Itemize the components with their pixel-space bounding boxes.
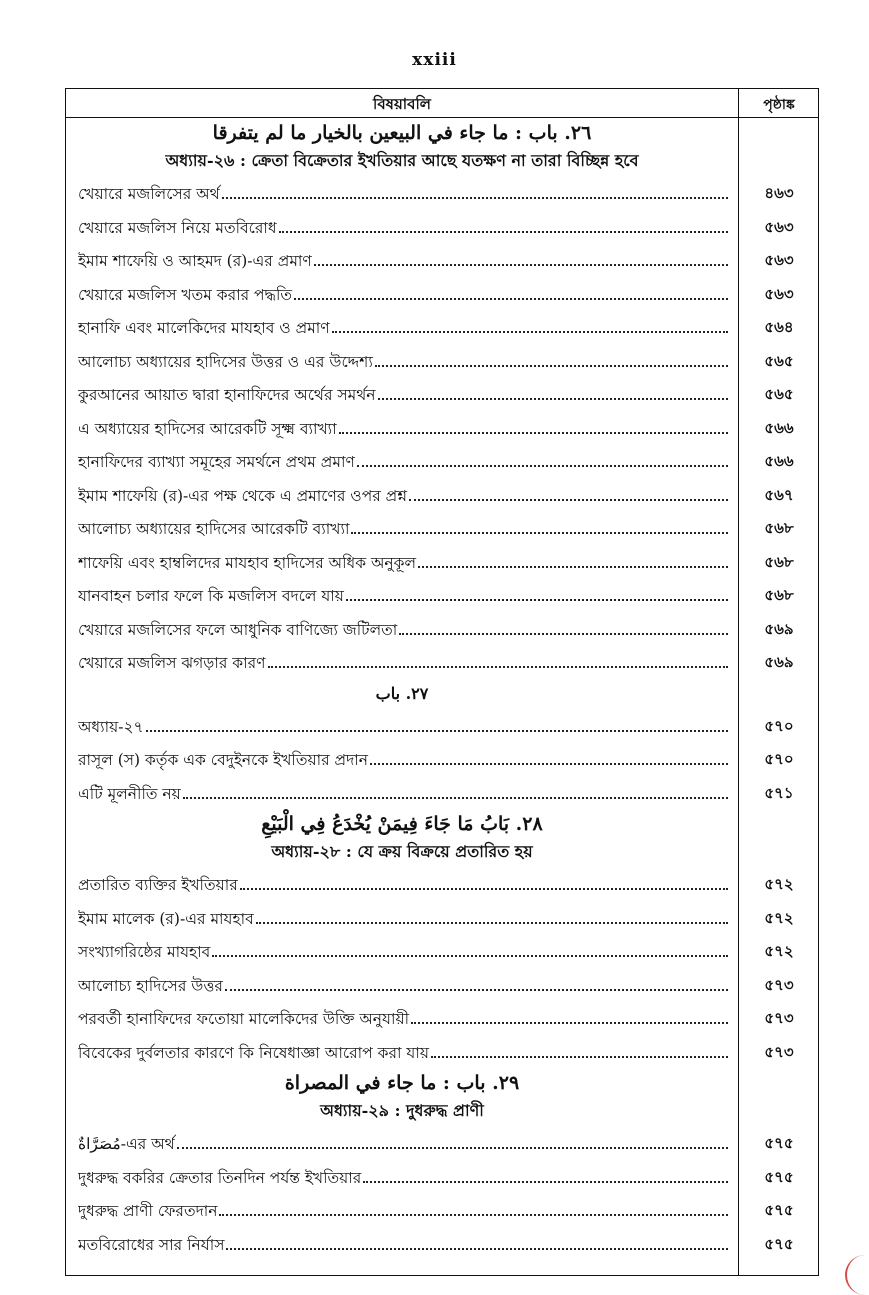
- toc-entry-page: ৫৭৫: [764, 1167, 794, 1186]
- toc-entry-page: ৫৭০: [764, 750, 794, 768]
- dot-leader: [363, 1180, 728, 1183]
- toc-entry[interactable]: [66, 1126, 818, 1160]
- toc-entry[interactable]: [66, 578, 818, 612]
- toc-entry[interactable]: [66, 968, 818, 1002]
- toc-entry-text: খেয়ারে মজলিসের অর্থ: [78, 185, 220, 203]
- toc-entry-page: ৫৭৩: [764, 1042, 794, 1061]
- dot-leader: [225, 988, 728, 991]
- toc-entry-topic: [78, 782, 728, 808]
- toc-entry-topic: [78, 584, 728, 610]
- toc-entry[interactable]: [66, 310, 818, 344]
- toc-entry-topic: [78, 182, 728, 208]
- toc-entry[interactable]: [66, 377, 818, 411]
- toc-entry[interactable]: [66, 1160, 818, 1194]
- toc-entry-text: কুরআনের আয়াত দ্বারা হানাফিদের অর্থের সমর্থন: [78, 386, 376, 404]
- toc-entry-page: ৫৭২: [764, 942, 794, 960]
- chapter-bangla-title: অধ্যায়-২৯ : দুধরুদ্ধ প্রাণী: [320, 1101, 484, 1120]
- dot-leader: [409, 498, 728, 501]
- toc-entry-page: ৫৬৯: [764, 619, 794, 638]
- toc-entry-page: ৫৬৩: [764, 284, 794, 303]
- toc-entry-topic: [78, 873, 728, 899]
- dot-leader: [256, 921, 728, 924]
- toc-entry[interactable]: [66, 511, 818, 545]
- toc-entry[interactable]: [66, 1001, 818, 1035]
- toc-entry-topic: [78, 383, 728, 409]
- toc-entry-page: ৫৬৮: [764, 519, 794, 537]
- toc-entry[interactable]: [66, 867, 818, 901]
- toc-entry-text: ইমাম শাফেয়ি (র)-এর পক্ষ থেকে এ প্রমাণের ওপর প্রশ্ন: [78, 486, 407, 505]
- toc-entry-page: ৫৬৫: [764, 385, 794, 403]
- toc-entry-text: ইমাম শাফেয়ি ও আহমদ (র)-এর প্রমাণ: [78, 252, 312, 270]
- toc-body: [66, 118, 818, 1260]
- toc-entry-page: ৫৬৩: [764, 251, 794, 269]
- dot-leader: [226, 1247, 728, 1250]
- toc-entry-text: অধ্যায়-২৭: [78, 717, 144, 736]
- toc-entry-topic: [78, 651, 728, 677]
- chapter-arabic-title: ٢٧. باب: [375, 683, 429, 703]
- toc-entry-text: দুধরুদ্ধ বকরির ক্রেতার তিনদিন পর্যন্ত ইখতিয়ার: [78, 1168, 362, 1187]
- toc-entry-page: ৫৬৬: [764, 418, 794, 437]
- toc-header: [66, 89, 818, 118]
- chapter-heading: [66, 118, 818, 176]
- toc-entry-page: ৫৭৫: [764, 1134, 794, 1152]
- toc-entry-topic: [78, 1041, 728, 1067]
- toc-entry-text: হানাফি এবং মালেকিদের মাযহাব ও প্রমাণ: [78, 319, 330, 337]
- toc-entry-topic: [78, 715, 728, 741]
- page-number: xxiii: [412, 50, 457, 70]
- dot-leader: [332, 330, 728, 333]
- dot-leader: [219, 1213, 728, 1216]
- chapter-heading: [66, 679, 818, 709]
- toc-entry-text: হানাফিদের ব্যাখ্যা সমূহের সমর্থনে প্রথম প্রমাণ: [78, 453, 355, 471]
- toc-entry-topic: [78, 974, 728, 1000]
- toc-entry-page: ৫৭২: [764, 875, 794, 893]
- toc-entry[interactable]: [66, 176, 818, 210]
- toc-entry[interactable]: [66, 645, 818, 679]
- toc-entry[interactable]: [66, 210, 818, 244]
- toc-entry-text: বিবেকের দুর্বলতার কারণে কি নিষেধাজ্ঞা আরোপ করা যায়: [78, 1043, 429, 1062]
- chapter-arabic-title: ٢٨. بَابُ مَا جَاءَ فِيمَنْ يُخْدَعُ فِي الْبَيْعِ: [261, 813, 543, 835]
- toc-entry[interactable]: [66, 934, 818, 968]
- toc-entry-text: শাফেয়ি এবং হাম্বলিদের মাযহাব হাদিসের অধিক অনুকূল: [78, 553, 417, 572]
- toc-entry-topic: [78, 249, 728, 275]
- dot-leader: [314, 263, 728, 266]
- toc-entry-topic: [78, 618, 728, 644]
- dot-leader: [418, 565, 728, 568]
- toc-entry-page: ৫৭৫: [764, 1201, 794, 1219]
- toc-entry-text: আলোচ্য অধ্যায়ের হাদিসের আরেকটি ব্যাখ্যা: [78, 520, 350, 538]
- toc-entry-text: প্রতারিত ব্যক্তির ইখতিয়ার: [78, 876, 238, 894]
- dot-leader: [212, 954, 728, 957]
- dot-leader: [268, 665, 728, 668]
- toc-entry-page: ৫৭১: [764, 783, 794, 802]
- toc-entry-page: ৫৬৫: [764, 351, 794, 370]
- toc-entry-topic: [78, 484, 728, 510]
- toc-entry-text: ইমাম মালেক (র)-এর মাযহাব: [78, 909, 254, 928]
- dot-leader: [240, 887, 728, 890]
- toc-entry-page: ৫৬৯: [764, 653, 794, 671]
- dot-leader: [351, 531, 728, 534]
- chapter-bangla-title: অধ্যায়-২৬ : ক্রেতা বিক্রেতার ইখতিয়ার আছে যতক্ষণ না তারা বিচ্ছিন্ন হবে: [165, 151, 639, 170]
- toc-entry-page: ৫৭২: [764, 908, 794, 927]
- toc-entry-topic: [78, 350, 728, 376]
- toc-entry-text: এ অধ্যায়ের হাদিসের আরেকটি সূক্ষ্ম ব্যাখ্যা: [78, 419, 337, 438]
- toc-entry-topic: [78, 1007, 728, 1033]
- chapter-bangla-title: অধ্যায়-২৮ : যে ক্রয় বিক্রয়ে প্রতারিত হয়: [271, 842, 533, 861]
- toc-entry[interactable]: [66, 901, 818, 935]
- chapter-heading: [66, 809, 818, 867]
- toc-entry-page: ৫৭৩: [764, 1009, 794, 1027]
- toc-entry-page: ৫৭৩: [764, 975, 794, 994]
- dot-leader: [370, 762, 728, 765]
- dot-leader: [183, 796, 728, 799]
- toc-entry-topic: [78, 216, 728, 242]
- toc-entry-text: খেয়ারে মজলিস ঝগড়ার কারণ: [78, 654, 266, 672]
- table-of-contents: [65, 88, 819, 1276]
- toc-entry-text: দুধরুদ্ধ প্রাণী ফেরতদান: [78, 1202, 218, 1220]
- toc-entry-page: ৫৬৪: [764, 318, 794, 336]
- dot-leader: [177, 1146, 728, 1149]
- toc-entry[interactable]: [66, 344, 818, 378]
- dot-leader: [222, 196, 728, 199]
- toc-entry-topic: [78, 940, 728, 966]
- toc-entry-topic: [78, 551, 728, 577]
- toc-entry-text: খেয়ারে মজলিস নিয়ে মতবিরোধ: [78, 218, 277, 237]
- toc-entry-topic: [78, 748, 728, 774]
- toc-entry-page: ৫৬৩: [764, 217, 794, 236]
- page-edge-mark: [845, 1255, 869, 1295]
- toc-entry[interactable]: [66, 478, 818, 512]
- toc-entry-page: ৫৬৮: [764, 552, 794, 571]
- toc-entry-page: ৫৭৫: [764, 1234, 794, 1253]
- toc-entry[interactable]: [66, 545, 818, 579]
- toc-entry-page: ৫৬৮: [764, 586, 794, 604]
- dot-leader: [431, 1055, 728, 1058]
- toc-entry-text: সংখ্যাগরিষ্ঠের মাযহাব: [78, 943, 211, 961]
- chapter-arabic-title: ٢٦. باب : ما جاء في البيعين بالخيار ما لم يتفرقا: [212, 122, 592, 144]
- chapter-heading: [66, 1068, 818, 1126]
- dot-leader: [279, 230, 728, 233]
- dot-leader: [357, 464, 728, 467]
- toc-entry[interactable]: [66, 444, 818, 478]
- chapter-arabic-title: ٢٩. باب : ما جاء في المصراة: [284, 1072, 520, 1094]
- toc-entry-page: ৫৭০: [764, 716, 794, 735]
- toc-entry[interactable]: [66, 277, 818, 311]
- dot-leader: [399, 632, 728, 635]
- page-column-header: পৃষ্ঠাঙ্ক: [763, 97, 795, 113]
- toc-entry-text: যানবাহন চলার ফলে কি মজলিস বদলে যায়: [78, 587, 344, 605]
- toc-entry-topic: [78, 450, 728, 476]
- topics-column-header: বিষয়াবলি: [373, 95, 431, 113]
- toc-entry[interactable]: [66, 776, 818, 810]
- toc-entry-text: আলোচ্য হাদিসের উত্তর: [78, 976, 223, 995]
- toc-entry-topic: [78, 1166, 728, 1192]
- toc-entry[interactable]: [66, 612, 818, 646]
- toc-entry-text: খেয়ারে মজলিস খতম করার পদ্ধতি: [78, 285, 293, 304]
- toc-entry-page: ৫৬৬: [764, 452, 794, 470]
- toc-entry[interactable]: [66, 1227, 818, 1261]
- toc-entry-text: রাসূল (স) কর্তৃক এক বেদুইনকে ইখতিয়ার প্রদান: [78, 751, 369, 769]
- toc-entry-topic: [78, 517, 728, 543]
- toc-entry-text: এটি মূলনীতি নয়: [78, 784, 181, 803]
- toc-entry[interactable]: [66, 742, 818, 776]
- toc-entry[interactable]: [66, 709, 818, 743]
- toc-entry-text: মতবিরোধের সার নির্যাস: [78, 1235, 225, 1254]
- toc-entry-text: আলোচ্য অধ্যায়ের হাদিসের উত্তর ও এর উদ্দেশ্য: [78, 352, 373, 371]
- toc-entry-topic: [78, 1233, 728, 1259]
- toc-entry-text: مُصَرَّاةٌ-এর অর্থ: [78, 1135, 175, 1153]
- toc-entry-text: পরবর্তী হানাফিদের ফতোয়া মালেকিদের উক্তি অনুযায়ী: [78, 1010, 410, 1028]
- toc-entry-topic: [78, 417, 728, 443]
- toc-entry-topic: [78, 1199, 728, 1225]
- toc-entry-page: ৪৬৩: [764, 184, 794, 202]
- dot-leader: [294, 297, 728, 300]
- toc-entry-text: খেয়ারে মজলিসের ফলে আধুনিক বাণিজ্যে জটিলতা: [78, 620, 398, 639]
- toc-entry-topic: [78, 283, 728, 309]
- toc-entry[interactable]: [66, 1193, 818, 1227]
- toc-entry-topic: [78, 316, 728, 342]
- toc-entry[interactable]: [66, 1035, 818, 1069]
- toc-entry[interactable]: [66, 411, 818, 445]
- toc-entry-topic: [78, 1132, 728, 1158]
- dot-leader: [378, 397, 728, 400]
- dot-leader: [346, 598, 728, 601]
- dot-leader: [375, 364, 728, 367]
- dot-leader: [339, 431, 728, 434]
- toc-entry-topic: [78, 907, 728, 933]
- toc-entry[interactable]: [66, 243, 818, 277]
- dot-leader: [146, 729, 728, 732]
- toc-entry-page: ৫৬৭: [764, 485, 794, 504]
- dot-leader: [411, 1021, 728, 1024]
